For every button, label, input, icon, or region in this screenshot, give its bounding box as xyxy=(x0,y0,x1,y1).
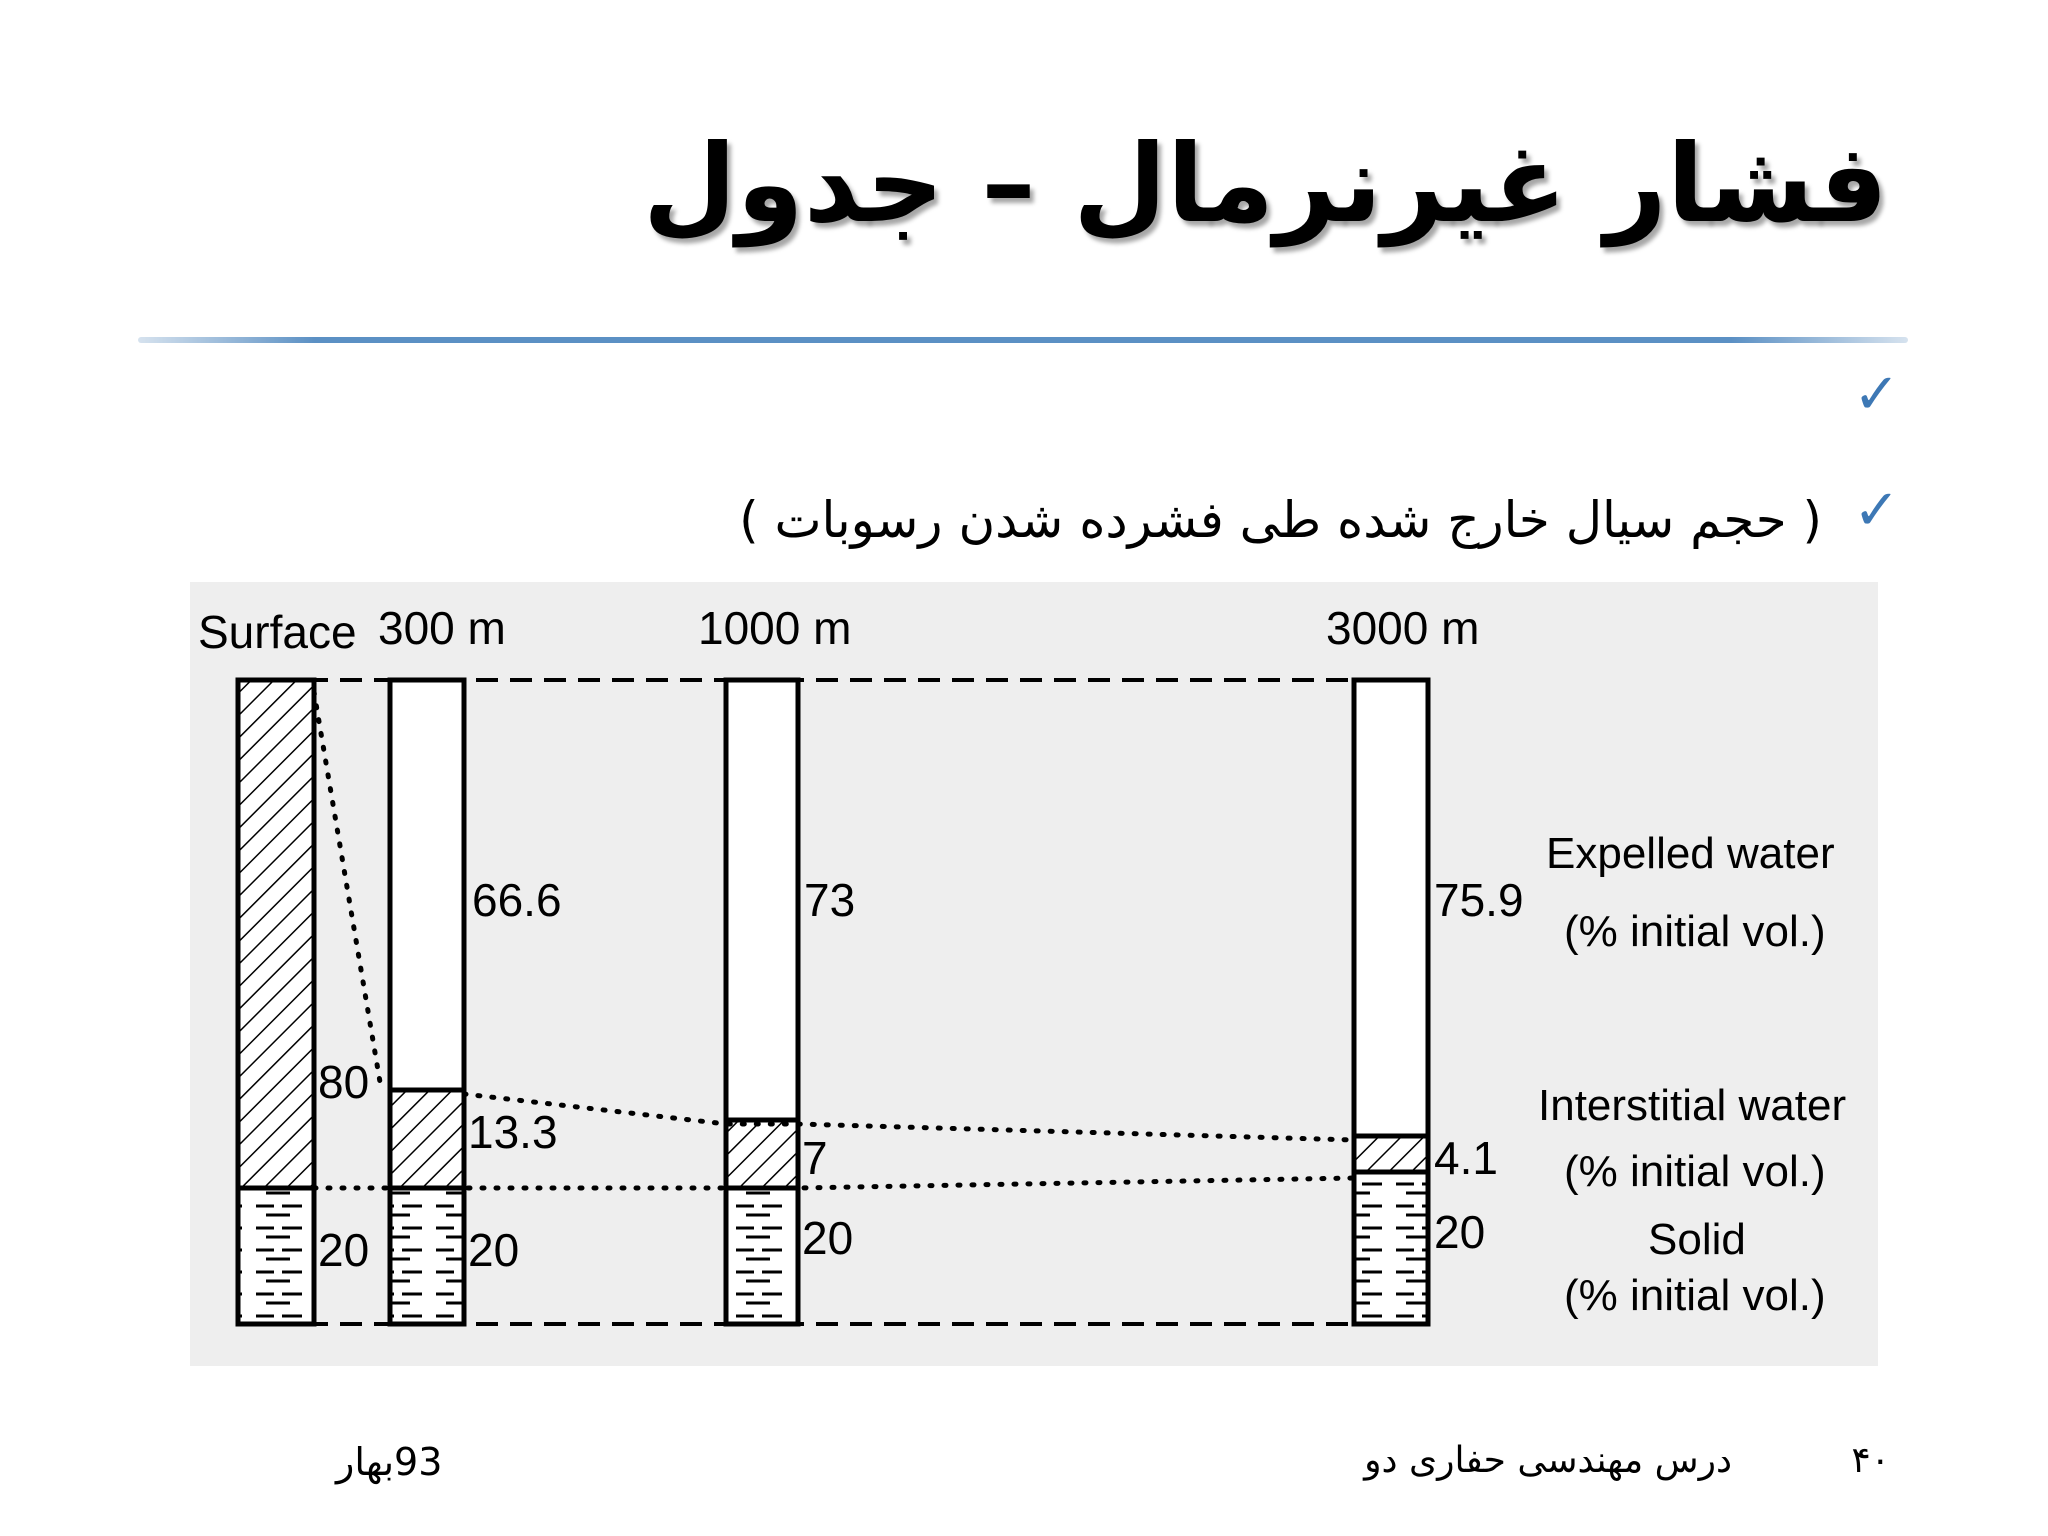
legend-interstitial-title: Interstitial water xyxy=(1538,1081,1847,1130)
legend-solid-title: Solid xyxy=(1648,1215,1746,1264)
title-divider xyxy=(138,337,1908,343)
1000m-interstitial-layer xyxy=(726,1120,798,1188)
interstitial-trend-dotted-line xyxy=(464,1094,1354,1140)
column-header-300m: 300 m xyxy=(378,602,506,654)
1000m-solid-layer xyxy=(726,1188,798,1324)
1000m-expelled-value: 73 xyxy=(804,874,856,926)
300m-expelled-layer xyxy=(390,680,464,1090)
surface-solid-layer xyxy=(238,1188,314,1324)
3000m-solid-value: 20 xyxy=(1434,1206,1486,1258)
footer-course-name: درس مهندسی حفاری دو xyxy=(1364,1440,1732,1481)
legend-expelled-unit: (% initial vol.) xyxy=(1564,907,1826,956)
surface-interstitial-layer xyxy=(238,680,314,1188)
3000m-solid-layer xyxy=(1354,1172,1428,1324)
surface-interstitial-value: 80 xyxy=(318,1056,370,1108)
check-icon: ✓ xyxy=(1853,362,1900,427)
footer-page-number: ۴۰ xyxy=(1851,1440,1890,1481)
legend-solid-unit: (% initial vol.) xyxy=(1564,1271,1826,1320)
3000m-expelled-layer xyxy=(1354,680,1428,1136)
3000m-interstitial-layer xyxy=(1354,1136,1428,1172)
300m-interstitial-layer xyxy=(390,1090,464,1188)
legend-expelled-title: Expelled water xyxy=(1546,829,1835,878)
3000m-expelled-value: 75.9 xyxy=(1434,874,1524,926)
column-header-surface: Surface xyxy=(198,606,357,658)
surface-solid-value: 20 xyxy=(318,1224,370,1276)
column-header-1000m: 1000 m xyxy=(698,602,852,654)
legend-interstitial-unit: (% initial vol.) xyxy=(1564,1147,1826,1196)
300m-solid-value: 20 xyxy=(468,1224,520,1276)
compaction-diagram xyxy=(190,582,1878,1366)
slide-title: فشار غیرنرمال – جدول xyxy=(642,122,1888,247)
column-header-3000m: 3000 m xyxy=(1326,602,1480,654)
300m-interstitial-value: 13.3 xyxy=(468,1106,558,1158)
300m-solid-layer xyxy=(390,1188,464,1324)
3000m-interstitial-value: 4.1 xyxy=(1434,1132,1498,1184)
1000m-expelled-layer xyxy=(726,680,798,1120)
300m-expelled-value: 66.6 xyxy=(472,874,562,926)
1000m-interstitial-value: 7 xyxy=(802,1132,828,1184)
expelled-trend-dotted-line xyxy=(314,692,380,1082)
compaction-figure xyxy=(190,582,1878,1366)
bullet-text: ( حجم سیال خارج شده طی فشرده شدن رسوبات ) xyxy=(739,491,1822,549)
check-icon: ✓ xyxy=(1853,478,1900,543)
footer-date: 93بهار xyxy=(336,1440,443,1484)
1000m-solid-value: 20 xyxy=(802,1212,854,1264)
solid-boundary-dotted-line xyxy=(314,1178,1354,1188)
